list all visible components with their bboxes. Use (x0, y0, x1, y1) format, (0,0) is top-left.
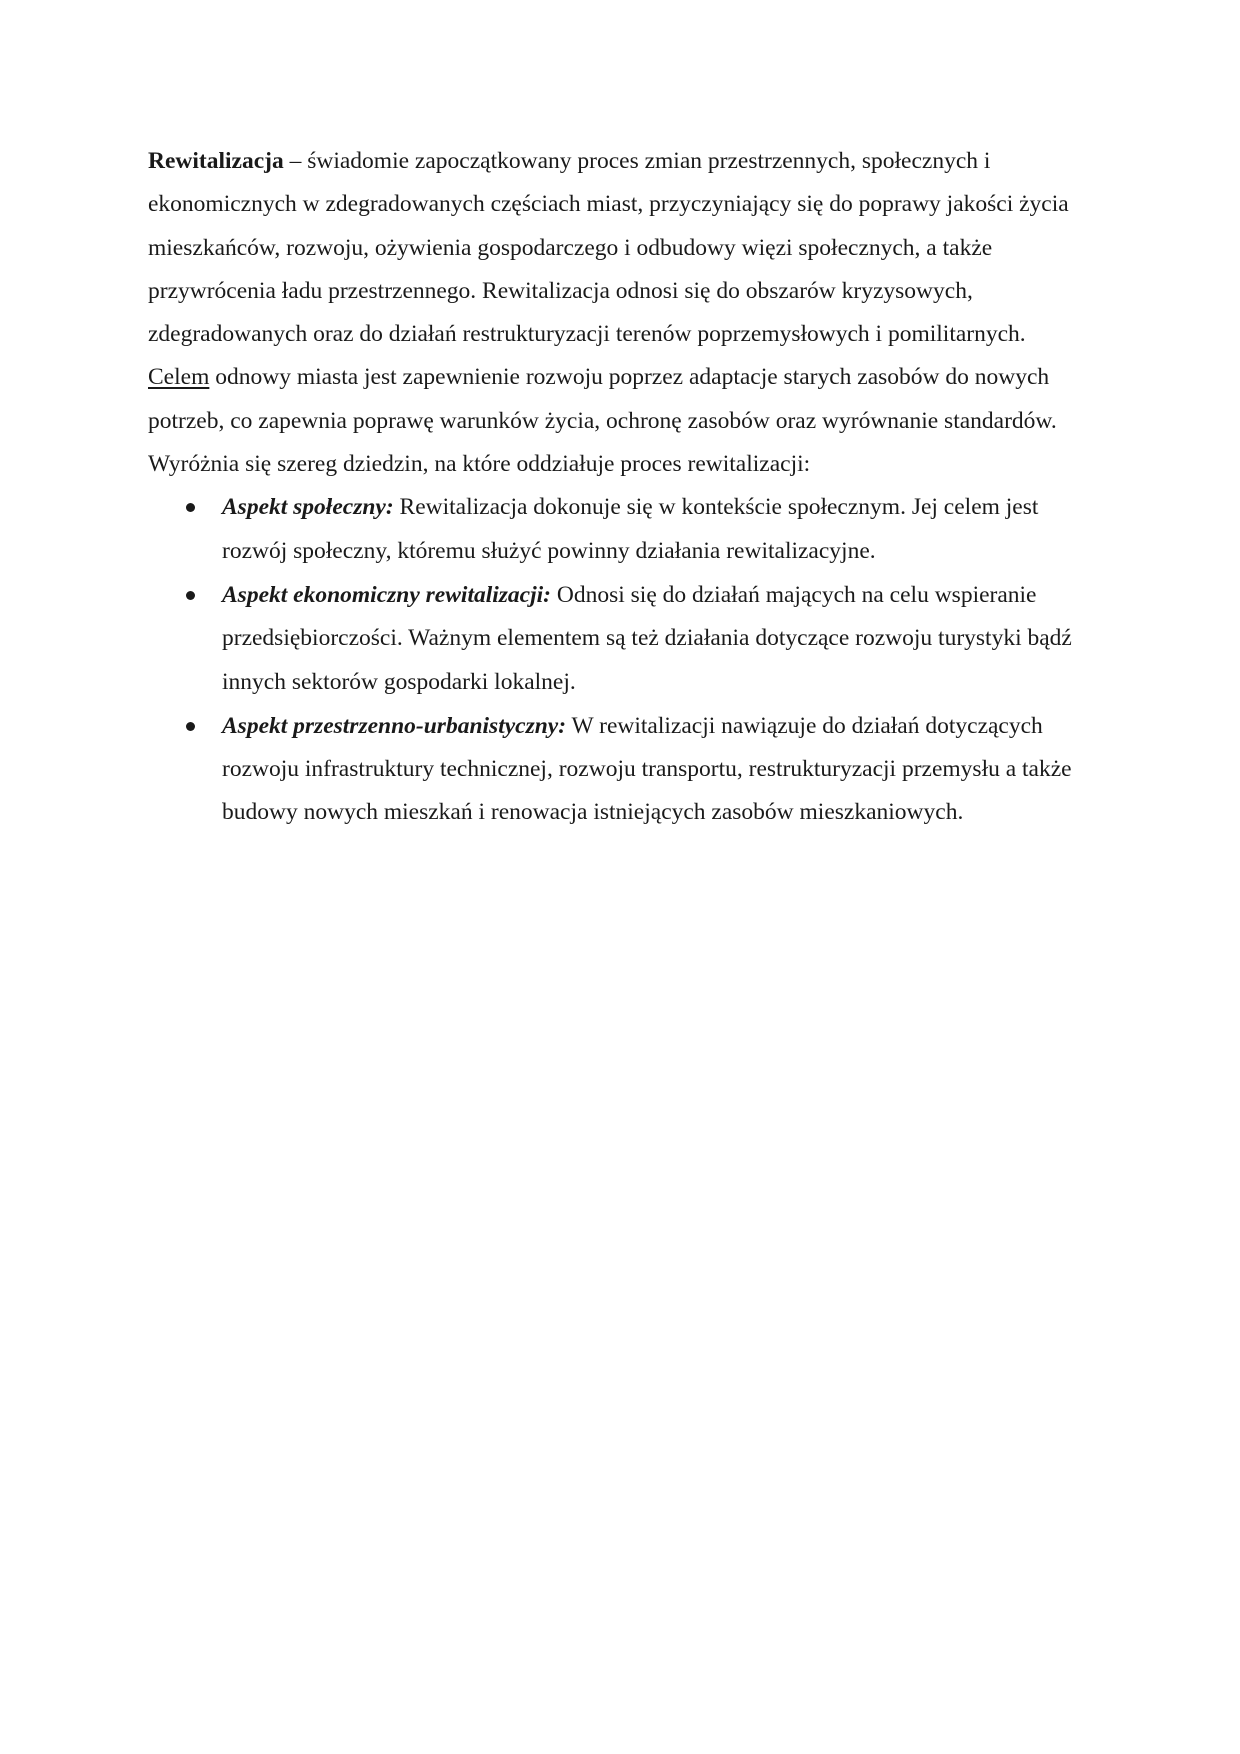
definition-text: – świadomie zapoczątkowany proces zmian przestrzennych, społecznych i ekonomicznych w zdegradowanych częściach miast, przyczyniający się do poprawy jakości życia mieszkańców, rozwoju, ożywienia gospodarczego i odbudowy więzi społecznych, a także przywrócenia ładu przestrzennego. Rewitalizacja odnosi się do obszarów kryzysowych, zdegradowanych oraz do działań restrukturyzacji terenów poprzemysłowych i pomilitarnych. (148, 148, 1069, 348)
list-item (148, 486, 1098, 573)
bullet-icon (186, 591, 195, 600)
aspect-list (148, 486, 1098, 834)
definition-term: Rewitalizacja (148, 148, 284, 174)
intro-paragraph: Wyróżnia się szereg dziedzin, na które oddziałuje proces rewitalizacji: (148, 451, 811, 478)
goal-paragraph (148, 356, 1098, 443)
aspect-label: Aspekt ekonomiczny rewitalizacji: (222, 581, 551, 608)
goal-term: Celem (148, 364, 210, 391)
aspect-text: Odnosi się do działań mających na celu wspieranie przedsiębiorczości. Ważnym elementem są też działania dotyczące rozwoju turystyki bądź innych sektorów gospodarki lokalnej. (222, 581, 1072, 695)
aspect-label: Aspekt społeczny: (222, 494, 394, 521)
definition-paragraph (148, 140, 1098, 356)
aspect-text: W rewitalizacji nawiązuje do działań dotyczących rozwoju infrastruktury technicznej, rozwoju transportu, restrukturyzacji przemysłu a także budowy nowych mieszkań i renowacja istniejących zasobów mieszkaniowych. (222, 712, 1072, 826)
aspect-text: Rewitalizacja dokonuje się w kontekście społecznym. Jej celem jest rozwój społeczny, któremu służyć powinny działania rewitalizacyjne. (222, 494, 1039, 564)
bullet-icon (186, 722, 195, 731)
list-item (148, 705, 1098, 835)
document-body (148, 140, 1098, 835)
aspect-label: Aspekt przestrzenno-urbanistyczny: (222, 712, 567, 739)
list-item (148, 574, 1098, 704)
goal-text: odnowy miasta jest zapewnienie rozwoju poprzez adaptacje starych zasobów do nowych potrzeb, co zapewnia poprawę warunków życia, ochronę zasobów oraz wyrównanie standardów. (148, 364, 1057, 434)
bullet-icon (186, 503, 195, 512)
